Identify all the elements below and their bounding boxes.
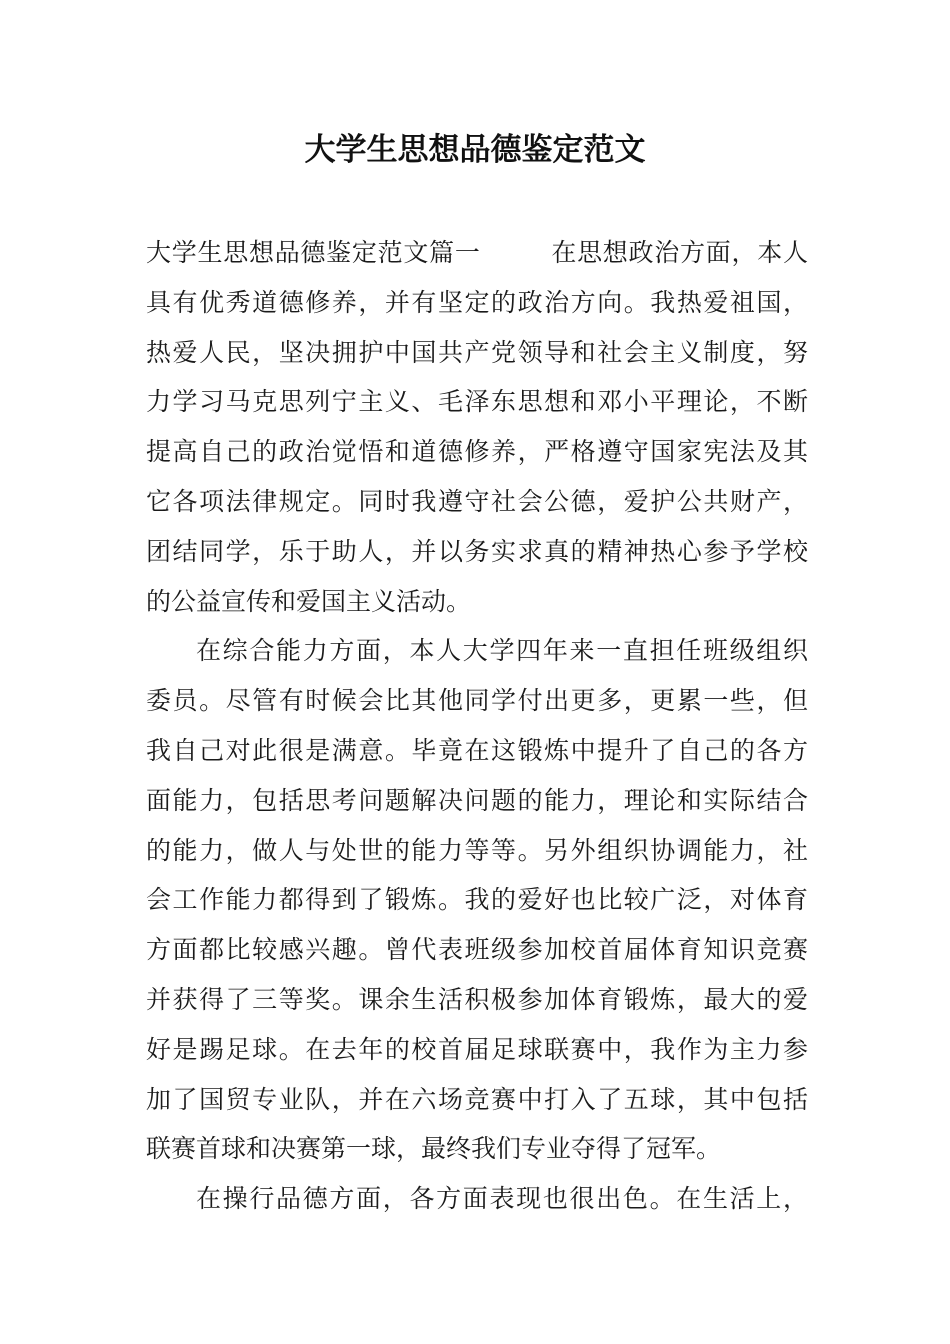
text-line: 在综合能力方面，本人大学四年来一直担任班级组织: [196, 636, 808, 666]
text-line: 会工作能力都得到了锻炼。我的爱好也比较广泛，对体育: [146, 885, 808, 915]
document-title: 大学生思想品德鉴定范文: [304, 132, 646, 168]
text-line: 的能力，做人与处世的能力等等。另外组织协调能力，社: [146, 835, 808, 865]
section-label: 大学生思想品德鉴定范文篇一: [146, 238, 481, 267]
paragraph-political: [146, 228, 808, 626]
text-line: 方面都比较感兴趣。曾代表班级参加校首届体育知识竞赛: [146, 935, 808, 965]
text-line: 的公益宣传和爱国主义活动。: [146, 586, 472, 616]
text-line: 在操行品德方面，各方面表现也很出色。在生活上，: [196, 1184, 808, 1214]
document-body: [146, 228, 808, 1224]
text-line: 我自己对此很是满意。毕竟在这锻炼中提升了自己的各方: [146, 735, 808, 765]
text-line: 好是踢足球。在去年的校首届足球联赛中，我作为主力参: [146, 1034, 808, 1064]
text-line: 委员。尽管有时候会比其他同学付出更多，更累一些，但: [146, 686, 808, 716]
text-line: 面能力，包括思考问题解决问题的能力，理论和实际结合: [146, 785, 808, 815]
text-line: 提高自己的政治觉悟和道德修养，严格遵守国家宪法及其: [146, 437, 808, 467]
text-line: 团结同学，乐于助人，并以务实求真的精神热心参予学校: [146, 536, 808, 566]
text-line: 加了国贸专业队，并在六场竞赛中打入了五球，其中包括: [146, 1084, 808, 1114]
text-line: 具有优秀道德修养，并有坚定的政治方向。我热爱祖国，: [146, 287, 808, 317]
text-line: 热爱人民，坚决拥护中国共产党领导和社会主义制度，努: [146, 337, 808, 367]
text-line: 大学生思想品德鉴定范文篇一 在思想政治方面，本人: [146, 238, 808, 267]
text-line: 联赛首球和决赛第一球，最终我们专业夺得了冠军。: [146, 1134, 722, 1164]
text-line: 力学习马克思列宁主义、毛泽东思想和邓小平理论，不断: [146, 387, 808, 417]
paragraph-ability: [146, 626, 808, 1174]
text-line: 它各项法律规定。同时我遵守社会公德，爱护公共财产，: [146, 486, 808, 516]
paragraph-conduct: [146, 1174, 808, 1224]
text-line: 并获得了三等奖。课余生活积极参加体育锻炼，最大的爱: [146, 984, 808, 1014]
